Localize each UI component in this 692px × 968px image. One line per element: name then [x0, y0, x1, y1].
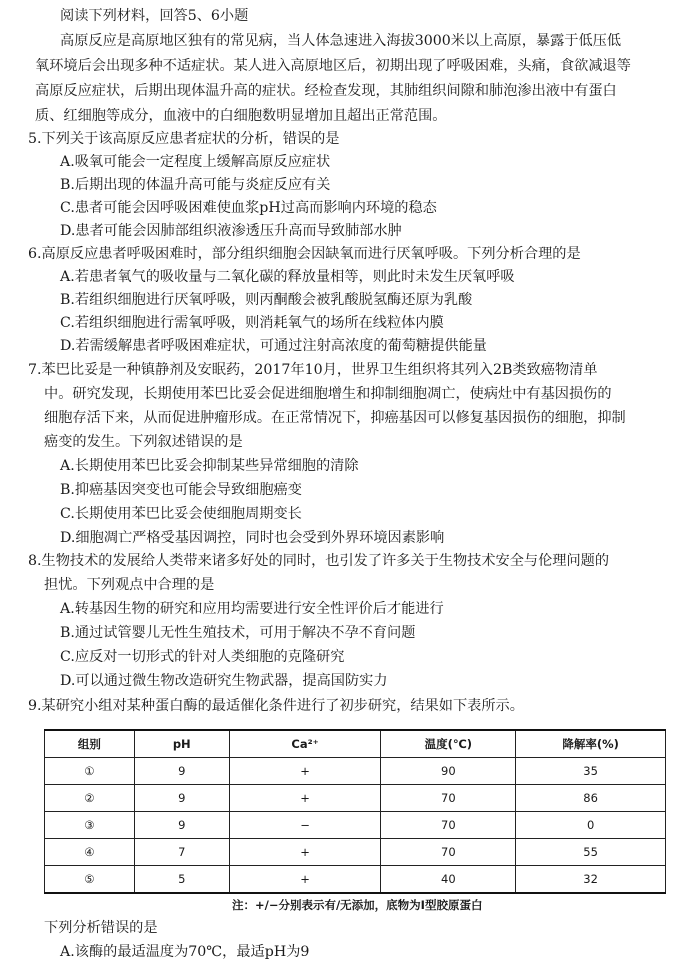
table-cell: ①	[45, 758, 135, 785]
question-7-stem: 细胞存活下来，从而促进肿瘤形成。在正常情况下，抑癌基因可以修复基因损伤的细胞，抑制	[44, 410, 626, 426]
question-5-option-d: D.患者可能会因肺部组织液渗透压升高而导致肺部水肿	[60, 223, 402, 239]
table-cell: 90	[381, 758, 516, 785]
table-header-cell: pH	[134, 730, 229, 758]
table-header-cell: 组别	[45, 730, 135, 758]
table-cell: 9	[134, 812, 229, 839]
question-8-stem: 担忧。下列观点中合理的是	[44, 577, 215, 593]
table-cell: 55	[516, 839, 666, 866]
table-cell: ④	[45, 839, 135, 866]
question-7-stem: 7.苯巴比妥是一种镇静剂及安眠药，2017年10月，世界卫生组织将其列入2B类致癌物清单	[28, 362, 598, 378]
question-5-option-a: A.吸氧可能会一定程度上缓解高原反应症状	[60, 154, 331, 170]
table-cell: 32	[516, 866, 666, 894]
question-5-option-c: C.患者可能会因呼吸困难使血浆pH过高而影响内环境的稳态	[60, 200, 437, 216]
question-7-option-a: A.长期使用苯巴比妥会抑制某些异常细胞的清除	[60, 458, 359, 474]
question-8-option-c: C.应反对一切形式的针对人类细胞的克隆研究	[60, 649, 345, 665]
table-cell: 7	[134, 839, 229, 866]
table-row	[45, 758, 666, 785]
table-cell: 35	[516, 758, 666, 785]
table-row	[45, 866, 666, 894]
question-8-stem: 8.生物技术的发展给人类带来诸多好处的同时，也引发了许多关于生物技术安全与伦理问题的	[28, 553, 610, 569]
table-row	[45, 839, 666, 866]
table-cell: +	[229, 758, 381, 785]
table-cell: 0	[516, 812, 666, 839]
material-line: 氧环境后会出现多种不适症状。某人进入高原地区后，初期出现了呼吸困难，头痛，食欲减退等	[35, 58, 631, 74]
table-cell: +	[229, 866, 381, 894]
question-7-stem: 中。研究发现，长期使用苯巴比妥会促进细胞增生和抑制细胞凋亡，使病灶中有基因损伤的	[44, 386, 612, 402]
table-cell: 40	[381, 866, 516, 894]
table-header-cell: 降解率(%)	[516, 730, 666, 758]
table-cell: 70	[381, 839, 516, 866]
question-9-stem: 9.某研究小组对某种蛋白酶的最适催化条件进行了初步研究，结果如下表所示。	[28, 698, 524, 714]
question-8-option-b: B.通过试管婴儿无性生殖技术，可用于解决不孕不育问题	[60, 625, 416, 641]
question-9-prompt: 下列分析错误的是	[44, 920, 158, 936]
table-header-row	[45, 730, 666, 758]
results-table	[44, 729, 666, 894]
table-cell: 9	[134, 785, 229, 812]
question-6-option-a: A.若患者氧气的吸收量与二氧化碳的释放量相等，则此时未发生厌氧呼吸	[60, 269, 515, 285]
table-header-cell: Ca²⁺	[229, 730, 381, 758]
table-row	[45, 812, 666, 839]
question-7-stem: 癌变的发生。下列叙述错误的是	[44, 434, 243, 450]
table-cell: 9	[134, 758, 229, 785]
question-7-option-c: C.长期使用苯巴比妥会使细胞周期变长	[60, 506, 302, 522]
question-6-option-c: C.若组织细胞进行需氧呼吸，则消耗氧气的场所在线粒体内膜	[60, 315, 444, 331]
question-9-option-a: A.该酶的最适温度为70℃，最适pH为9	[60, 944, 310, 960]
question-8-option-d: D.可以通过微生物改造研究生物武器，提高国防实力	[60, 673, 388, 689]
question-6-option-b: B.若组织细胞进行厌氧呼吸，则丙酮酸会被乳酸脱氢酶还原为乳酸	[60, 292, 473, 308]
question-6-stem: 6.高原反应患者呼吸困难时，部分组织细胞会因缺氧而进行厌氧呼吸。下列分析合理的是	[28, 246, 581, 262]
table-cell: ②	[45, 785, 135, 812]
table-cell: −	[229, 812, 381, 839]
table-cell: 70	[381, 812, 516, 839]
table-cell: ③	[45, 812, 135, 839]
table-cell: 70	[381, 785, 516, 812]
table-cell: ⑤	[45, 866, 135, 894]
material-intro: 阅读下列材料，回答5、6小题	[60, 8, 249, 24]
question-7-option-b: B.抑癌基因突变也可能会导致细胞癌变	[60, 482, 302, 498]
question-7-option-d: D.细胞凋亡严格受基因调控，同时也会受到外界环境因素影响	[60, 530, 445, 546]
table-cell: 86	[516, 785, 666, 812]
question-8-option-a: A.转基因生物的研究和应用均需要进行安全性评价后才能进行	[60, 601, 444, 617]
question-5-stem: 5.下列关于该高原反应患者症状的分析，错误的是	[28, 131, 340, 147]
table-cell: 5	[134, 866, 229, 894]
table-row	[45, 785, 666, 812]
table-header-cell: 温度(℃)	[381, 730, 516, 758]
question-6-option-d: D.若需缓解患者呼吸困难症状，可通过注射高浓度的葡萄糖提供能量	[60, 338, 487, 354]
table-note: 注：+/−分别表示有/无添加，底物为Ⅰ型胶原蛋白	[232, 898, 483, 912]
material-line: 高原反应症状，后期出现体温升高的症状。经检查发现，其肺组织间隙和肺泡渗出液中有蛋白	[35, 83, 617, 99]
material-line: 高原反应是高原地区独有的常见病，当人体急速进入海拔3000米以上高原，暴露于低压低	[60, 33, 622, 49]
question-5-option-b: B.后期出现的体温升高可能与炎症反应有关	[60, 177, 331, 193]
table-cell: +	[229, 785, 381, 812]
table-cell: +	[229, 839, 381, 866]
material-line: 质、红细胞等成分，血液中的白细胞数明显增加且超出正常范围。	[35, 108, 447, 124]
